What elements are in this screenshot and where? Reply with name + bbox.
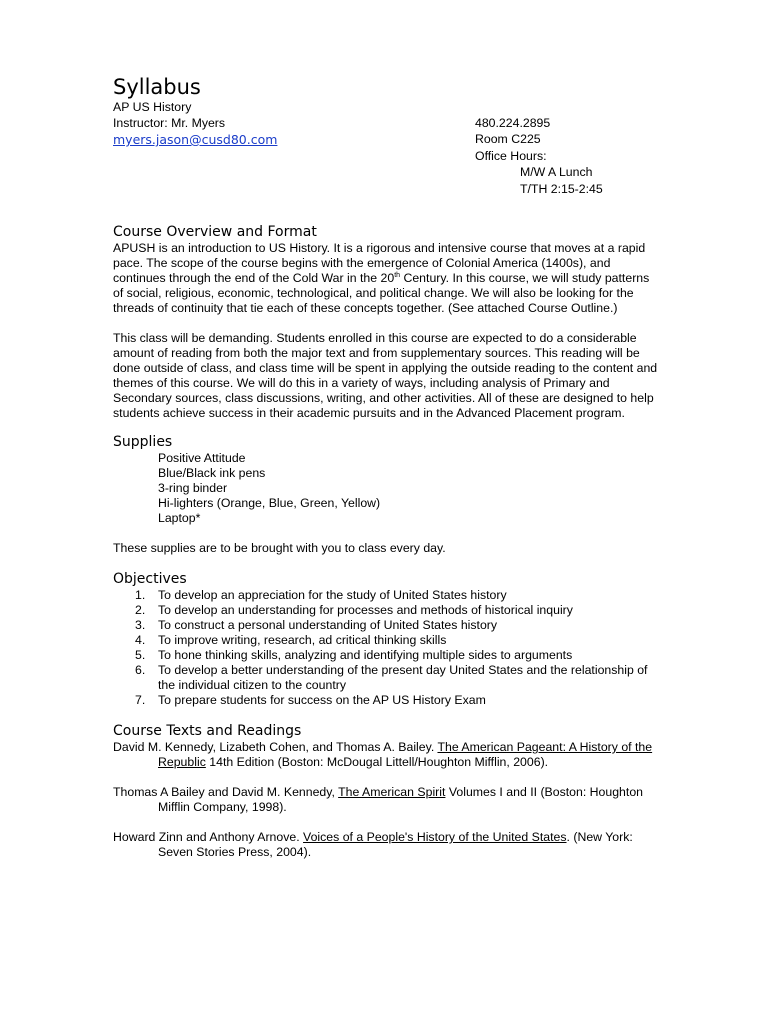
- objective-text: To construct a personal understanding of United States history: [158, 618, 498, 632]
- reference-entry: [113, 830, 658, 860]
- supply-item: Positive Attitude: [158, 451, 246, 465]
- overview-text: Century. In this course, we will study patterns of social, religious, economic, technological, and political change. We will also be looking for the threads of continuity that tie each of these concepts together. (See attached Course Outline.): [113, 271, 650, 315]
- ref-title: The American Pageant: A History of the Republic: [158, 740, 653, 769]
- email-link[interactable]: myers.jason@cusd80.com: [113, 132, 278, 147]
- course-name: AP US History: [113, 100, 192, 114]
- texts-heading: Course Texts and Readings: [113, 723, 302, 739]
- course-header: [113, 100, 658, 224]
- superscript: th: [394, 271, 401, 279]
- supplies-note: These supplies are to be brought with you to class every day.: [113, 541, 446, 555]
- syllabus-page: [113, 74, 658, 860]
- phone-number: 480.224.2895: [475, 116, 551, 130]
- supply-item: Hi-lighters (Orange, Blue, Green, Yellow): [158, 496, 381, 510]
- objective-item: [113, 663, 658, 693]
- overview-paragraph: [113, 241, 658, 316]
- supplies-list: [113, 451, 658, 526]
- ref-authors: Thomas A Bailey and David M. Kennedy,: [113, 785, 339, 799]
- ref-authors: Howard Zinn and Anthony Arnove.: [113, 830, 304, 844]
- objective-item: [113, 603, 658, 618]
- page-title: Syllabus: [113, 75, 201, 99]
- objective-text: To develop an understanding for processes and methods of historical inquiry: [158, 603, 573, 617]
- objective-text: To hone thinking skills, analyzing and identifying multiple sides to arguments: [158, 648, 573, 662]
- ref-title: Voices of a People's History of the United States: [303, 830, 567, 844]
- reference-entry: [113, 785, 658, 815]
- objective-text: To prepare students for success on the AP US History Exam: [158, 693, 486, 707]
- objective-item: [113, 588, 658, 603]
- list-number: 5.: [135, 648, 146, 662]
- objective-text: To improve writing, research, ad critical thinking skills: [158, 633, 447, 647]
- supply-item: 3-ring binder: [158, 481, 228, 495]
- supplies-heading: Supplies: [113, 434, 173, 450]
- objective-text: To develop an appreciation for the study of United States history: [158, 588, 507, 602]
- reference-entry: [113, 740, 658, 770]
- objectives-list: [113, 588, 658, 708]
- office-hours-slot: M/W A Lunch: [520, 165, 593, 179]
- demanding-paragraph: This class will be demanding. Students enrolled in this course are expected to do a considerable amount of reading from both the major text and from supplementary sources. This reading will be done outside of class, and class time will be spent in applying the outside reading to the content and themes of this course. We will do this in a variety of ways, including analysis of Primary and Secondary sources, class discussions, writing, and other activities. All of these are designed to help students achieve success in their academic pursuits and in the Advanced Placement program.: [113, 331, 658, 420]
- ref-authors: David M. Kennedy, Lizabeth Cohen, and Thomas A. Bailey.: [113, 740, 438, 754]
- objective-item: [113, 633, 658, 648]
- ref-details: . (New York: Seven Stories Press, 2004).: [158, 830, 633, 859]
- list-number: 1.: [135, 588, 146, 602]
- room-number: Room C225: [475, 132, 541, 146]
- office-hours-label: Office Hours:: [475, 149, 547, 163]
- ref-title: The American Spirit: [338, 785, 446, 799]
- overview-heading: Course Overview and Format: [113, 224, 317, 240]
- objective-text: To develop a better understanding of the present day United States and the relationship of the individual citizen to the country: [158, 663, 648, 692]
- overview-text: APUSH is an introduction to US History. It is a rigorous and intensive course that moves at a rapid pace. The scope of the course begins with the emergence of Colonial America (1400s), and continues through the end of the Cold War in the 20: [113, 241, 646, 285]
- ref-details: Volumes I and II (Boston: Houghton Mifflin Company, 1998).: [158, 785, 643, 814]
- list-number: 7.: [135, 693, 146, 707]
- list-number: 4.: [135, 633, 146, 647]
- instructor-name: Instructor: Mr. Myers: [113, 116, 226, 130]
- supply-item: Laptop*: [158, 511, 201, 525]
- list-number: 2.: [135, 603, 146, 617]
- supply-item: Blue/Black ink pens: [158, 466, 266, 480]
- objective-item: [113, 618, 658, 633]
- objective-item: [113, 693, 658, 708]
- ref-details: 14th Edition (Boston: McDougal Littell/Houghton Mifflin, 2006).: [205, 755, 549, 769]
- office-hours-slot: T/TH 2:15-2:45: [520, 182, 603, 196]
- list-number: 3.: [135, 618, 146, 632]
- list-number: 6.: [135, 663, 146, 677]
- objectives-heading: Objectives: [113, 571, 187, 587]
- objective-item: [113, 648, 658, 663]
